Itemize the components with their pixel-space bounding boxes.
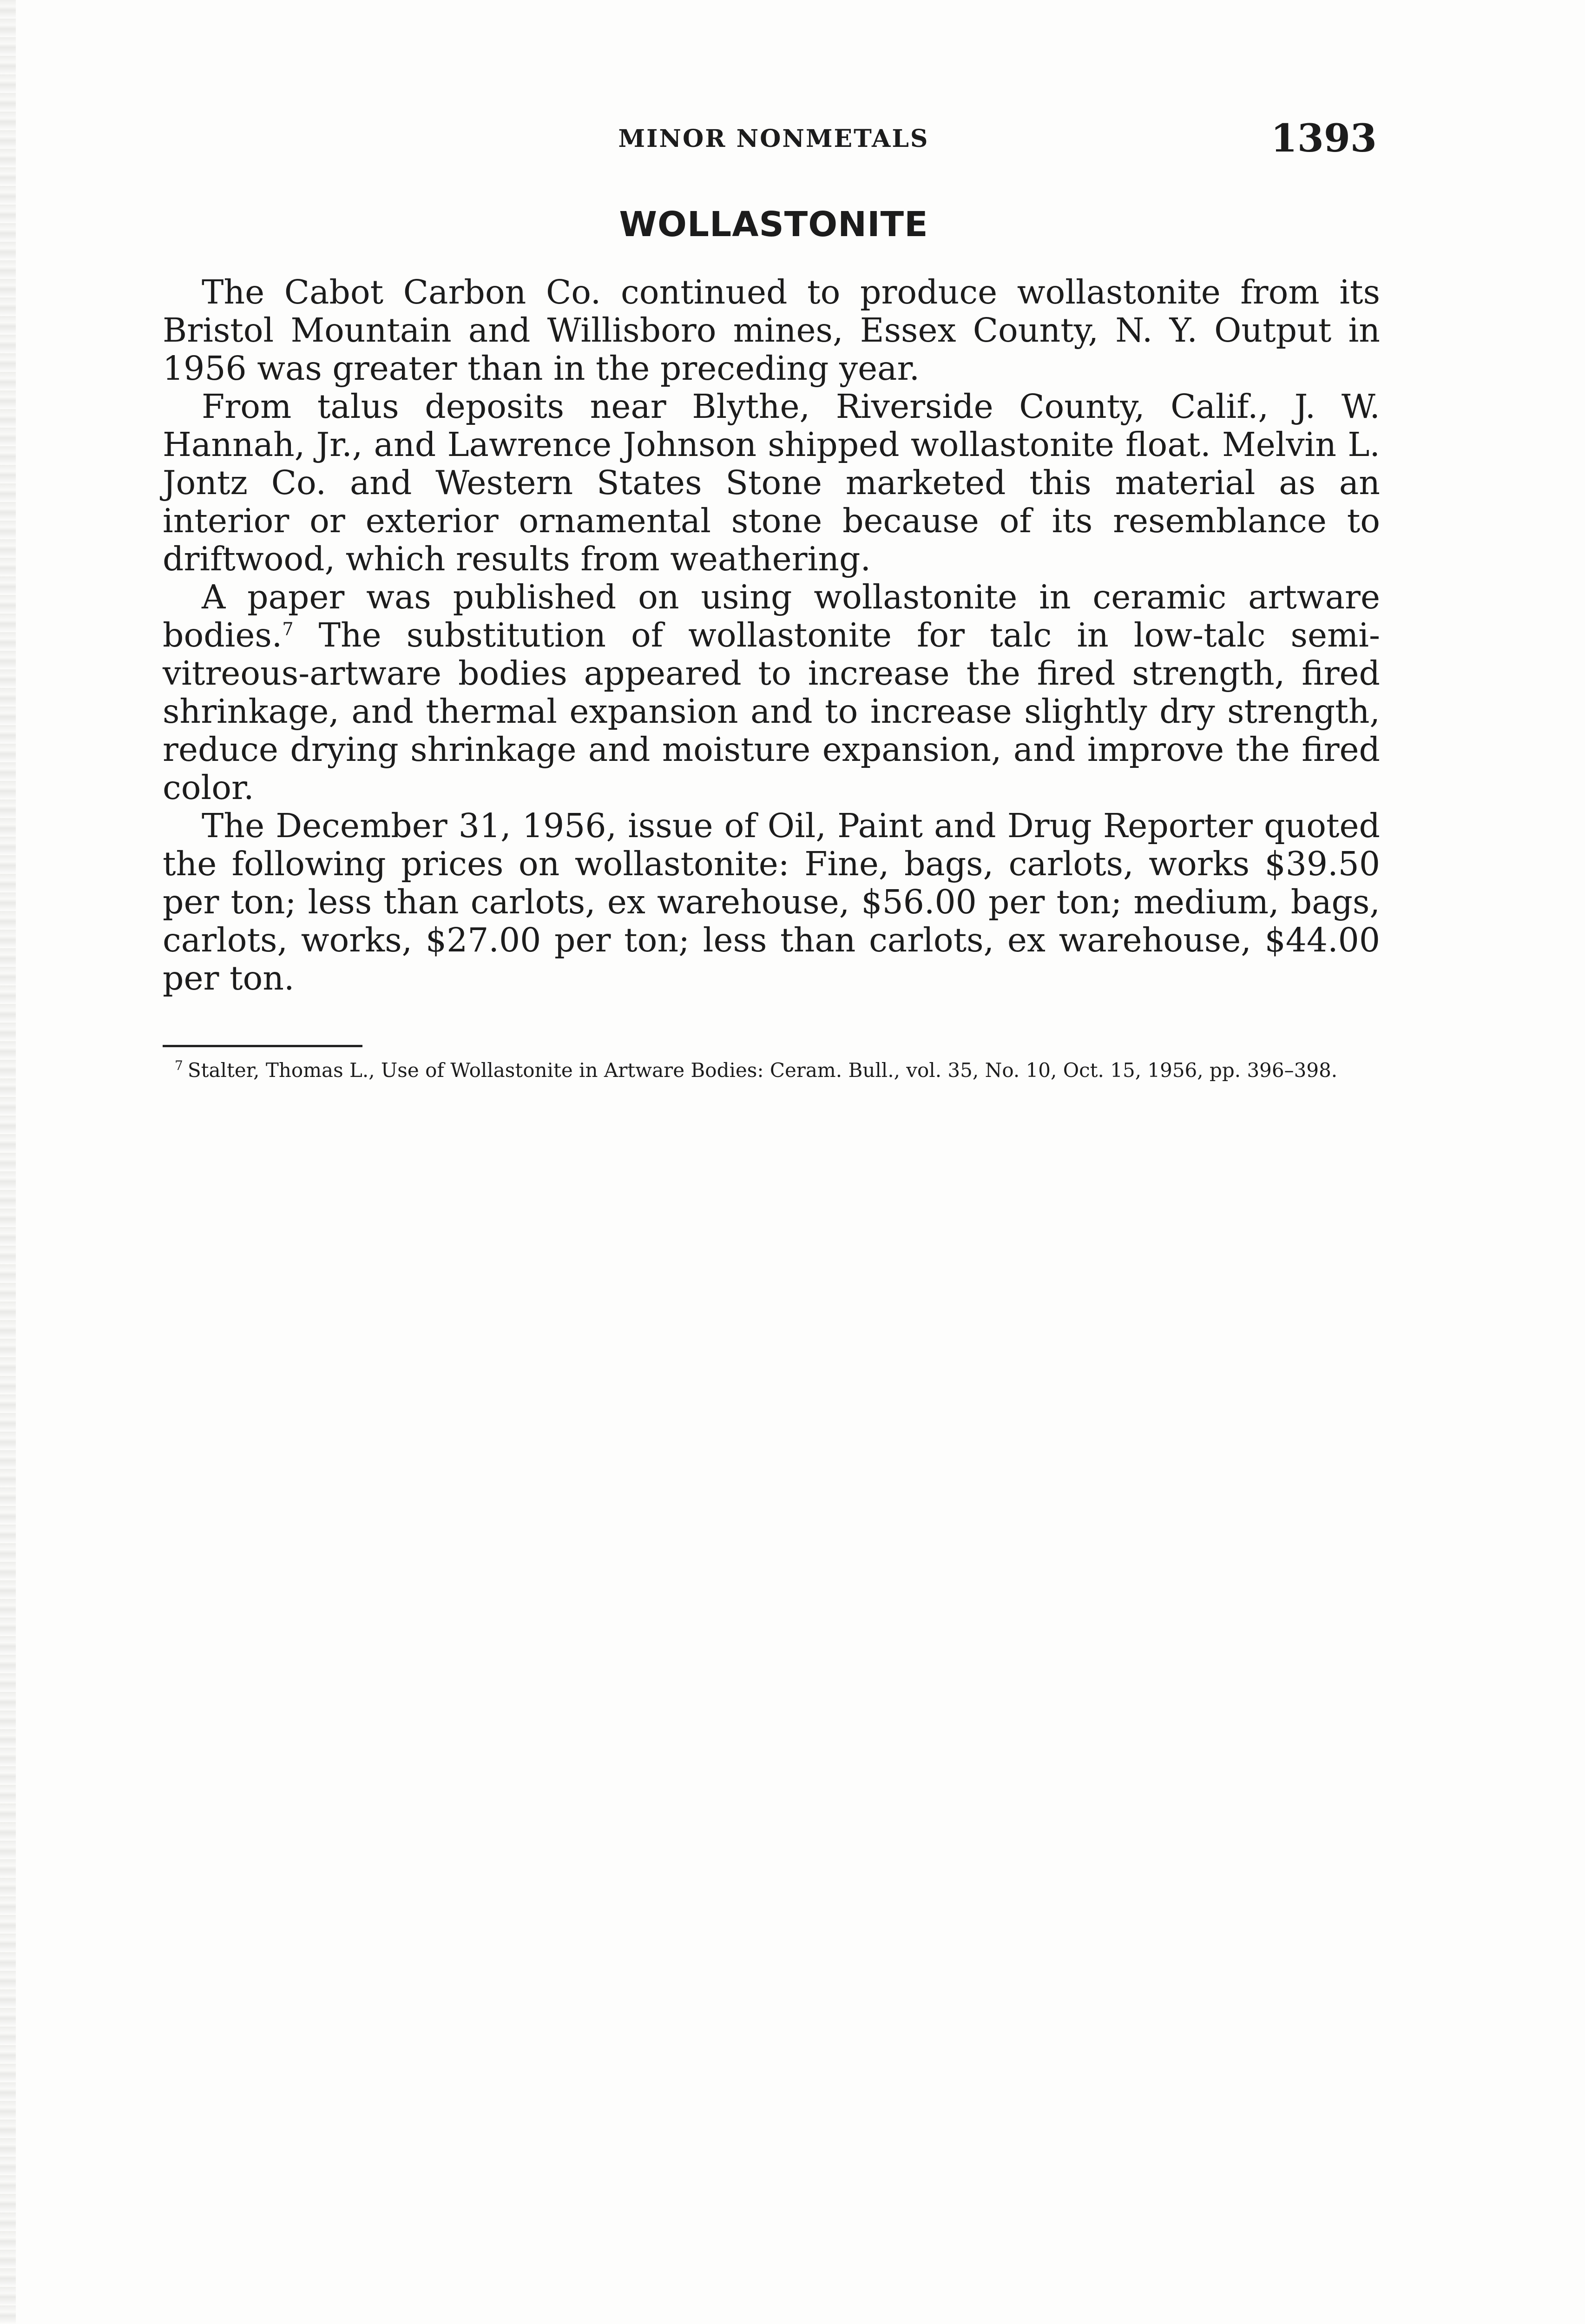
running-head: MINOR NONMETALS (618, 125, 929, 153)
paragraph-3 (163, 578, 1380, 807)
body-text (163, 273, 1380, 997)
paragraph-4: The December 31, 1956, issue of Oil, Paint and Drug Reporter quoted the following prices on wollastonite: Fine, bags, carlots, works $39.50 per ton; less than carlots, ex warehouse, $56.00 per ton; medium, bags, carlots, works, $27.00 per ton; less than carlots, ex warehouse, $44.00 per ton. (163, 806, 1380, 997)
paragraph-3-text-start: A paper was published on using wollastonite in ceramic artware bodies. (163, 578, 1380, 654)
footnote-divider (163, 1045, 362, 1047)
footnote-mark: 7 (175, 1058, 183, 1073)
footnote-text: Stalter, Thomas L., Use of Wollastonite in Artware Bodies: Ceram. Bull., vol. 35, No. 10, Oct. 15, 1956, pp. 396–398. (187, 1059, 1338, 1082)
paragraph-2: From talus deposits near Blythe, Riverside County, Calif., J. W. Hannah, Jr., and Lawrence Johnson shipped wollastonite float. Melvin L. Jontz Co. and Western States Stone marketed this material as an interior or exterior ornamental stone because of its resemblance to driftwood, which results from weathering. (163, 387, 1380, 578)
page-number: 1393 (1270, 116, 1377, 161)
scan-binding-edge (0, 0, 16, 2324)
footnote (163, 1058, 1380, 1083)
section-title: WOLLASTONITE (619, 205, 928, 244)
paragraph-1: The Cabot Carbon Co. continued to produce wollastonite from its Bristol Mountain and Willisboro mines, Essex County, N. Y. Output in 1956 was greater than in the preceding year. (163, 273, 1380, 388)
footnote-reference: 7 (282, 619, 294, 640)
paragraph-3-text-end: The substitution of wollastonite for talc in low-talc semi-vitreous-artware bodies appeared to increase the fired strength, fired shrinkage, and thermal expansion and to increase slightly dry strength, reduce drying shrinkage and moisture expansion, and improve the fired color. (163, 616, 1380, 807)
